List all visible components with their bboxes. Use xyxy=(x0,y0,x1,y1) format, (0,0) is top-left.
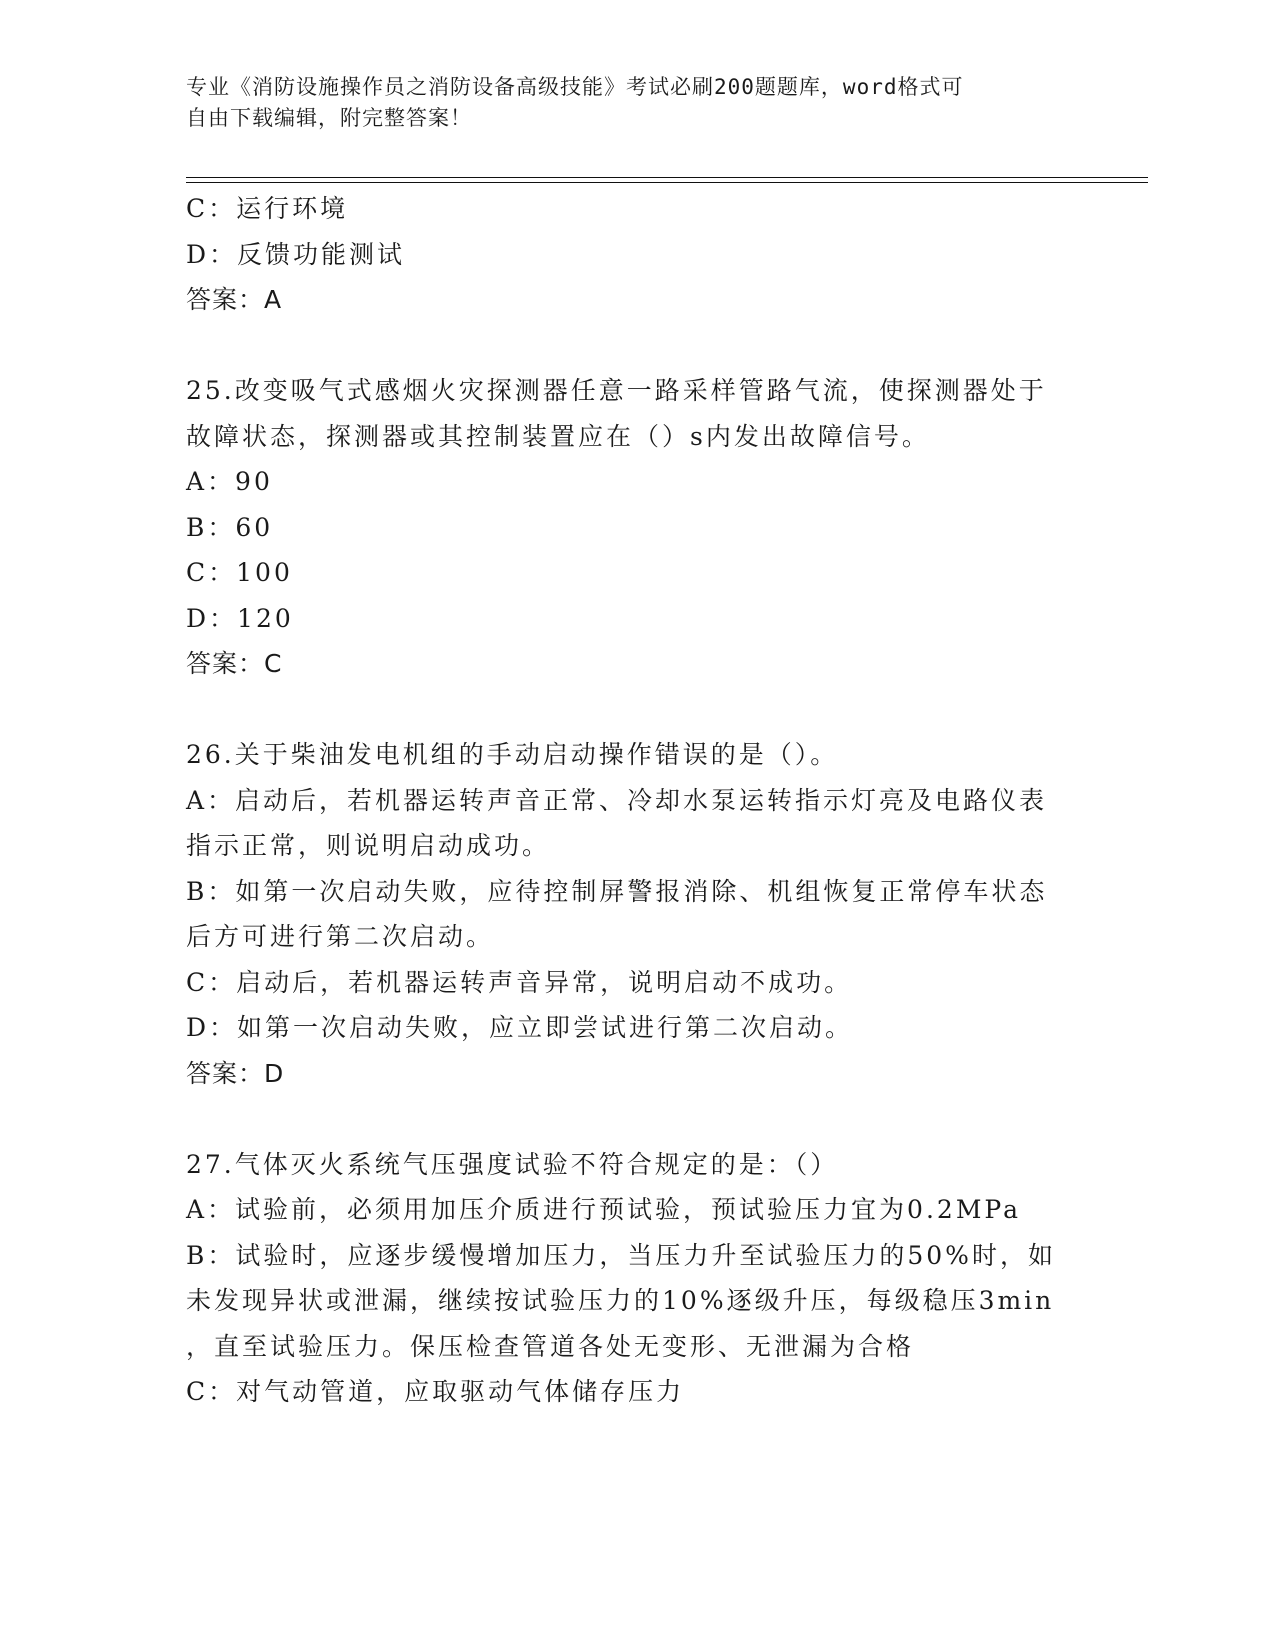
q26-option-a-line-2: 指示正常，则说明启动成功。 xyxy=(186,831,551,860)
header-divider-top xyxy=(186,177,1148,178)
q26-option-b-line-2: 后方可进行第二次启动。 xyxy=(186,922,495,951)
q27-option-b-line-2: 未发现异状或泄漏，继续按试验压力的10%逐级升压，每级稳压3min xyxy=(186,1286,1055,1315)
question-content xyxy=(186,186,1086,1415)
q25-option-c: C：100 xyxy=(186,558,293,587)
q26-option-b-line-1: B：如第一次启动失败，应待控制屏警报消除、机组恢复正常停车状态 xyxy=(186,876,1048,906)
q27-option-b-line-3: ，直至试验压力。保压检查管道各处无变形、无泄漏为合格 xyxy=(186,1331,915,1361)
spacer xyxy=(186,323,1086,369)
header-divider-bottom xyxy=(186,182,1148,183)
q25-stem-line-2: 故障状态，探测器或其控制装置应在（）s内发出故障信号。 xyxy=(186,421,930,451)
q27-option-b-line-1: B：试验时，应逐步缓慢增加压力，当压力升至试验压力的50%时，如 xyxy=(186,1240,1056,1270)
q26-option-d: D：如第一次启动失败，应立即尝试进行第二次启动。 xyxy=(186,1013,854,1042)
prev-answer: 答案：A xyxy=(186,285,283,314)
q26-option-a-line-1: A：启动后，若机器运转声音正常、冷却水泵运转指示灯亮及电路仪表 xyxy=(186,785,1048,815)
spacer xyxy=(186,687,1086,733)
q25-option-a: A：90 xyxy=(186,467,273,496)
header-line-1: 专业《消防设施操作员之消防设备高级技能》考试必刷200题题库，word格式可 xyxy=(186,75,964,99)
q27-option-c: C：对气动管道，应取驱动气体储存压力 xyxy=(186,1377,685,1406)
q27-stem: 27.气体灭火系统气压强度试验不符合规定的是：（） xyxy=(186,1149,839,1179)
q26-option-c: C：启动后，若机器运转声音异常，说明启动不成功。 xyxy=(186,967,853,997)
q26-answer: 答案：D xyxy=(186,1058,285,1088)
document-header xyxy=(186,72,1066,134)
q27-option-a: A：试验前，必须用加压介质进行预试验，预试验压力宜为0.2MPa xyxy=(186,1195,1022,1224)
q25-option-b: B：60 xyxy=(186,512,274,542)
header-line-2: 自由下载编辑，附完整答案！ xyxy=(186,106,472,130)
q25-stem-line-1: 25.改变吸气式感烟火灾探测器任意一路采样管路气流，使探测器处于 xyxy=(186,376,1047,405)
prev-option-d: D：反馈功能测试 xyxy=(186,239,406,269)
q25-answer: 答案：C xyxy=(186,649,283,678)
prev-option-c: C：运行环境 xyxy=(186,194,349,223)
spacer xyxy=(186,1096,1086,1142)
q26-stem: 26.关于柴油发电机组的手动启动操作错误的是（）。 xyxy=(186,740,839,769)
q25-option-d: D：120 xyxy=(186,603,294,633)
